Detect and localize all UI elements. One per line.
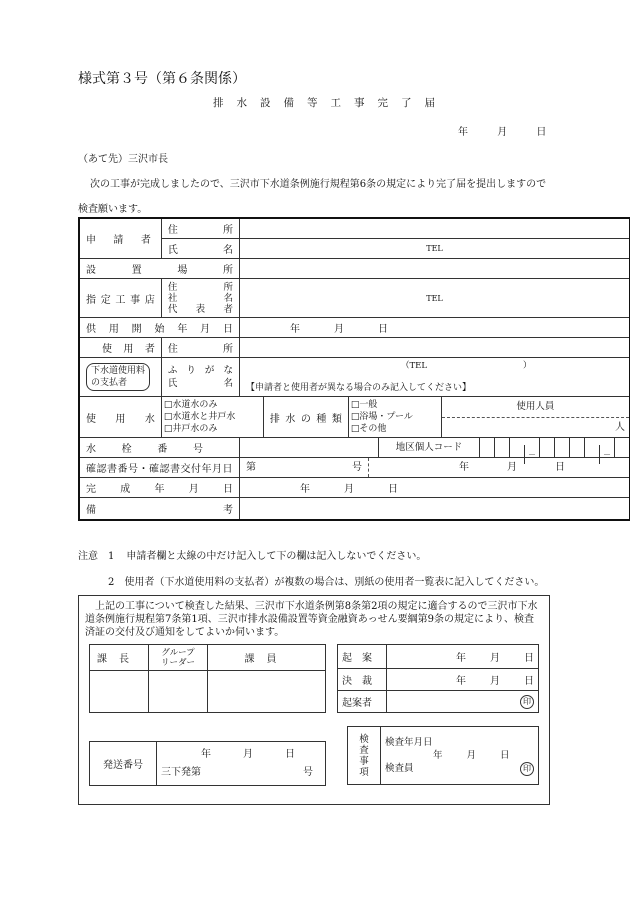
intro-text-1: 次の工事が完成しましたので、三沢市下水道条例施行規程第6条の規定により完了届を提出しますので [90,179,547,190]
kessai-label: 決裁 [338,669,387,691]
applicant-address-label: 住 所 [161,218,239,239]
site-label: 設 置 場 所 [79,259,240,279]
code-label: 地区個人コード [379,438,480,457]
user-address-label: 住 所 [161,338,239,358]
kian-label: 起案 [338,645,387,669]
water-label: 使 用 水 [79,397,161,438]
user-address-field[interactable] [240,338,630,358]
confirm-date-field: 年 月 日 [459,462,565,473]
confirm-row[interactable] [240,458,630,478]
contractor-sublabels: 住 所 社 名 代 表 者 [161,279,239,318]
complete-date-field[interactable]: 年 月 日 [240,478,630,498]
send-label: 発送番号 [90,742,157,786]
applicant-name-label: 氏 名 [161,239,239,259]
remarks-field[interactable] [240,498,630,521]
inspection-table [347,726,539,785]
month-label: 月 [497,127,508,138]
payer-field[interactable]: （TEL ） 【申請者と使用者が異なる場合のみ記入してください】 [240,358,630,397]
staff-label: 課員 [208,645,326,671]
leader-label: グループ リーダー [149,645,208,671]
meter-row [240,438,630,458]
note-2: 2 使用者（下水道使用料の支払者）が複数の場合は、別紙の使用者一覧表に記入してください。 [108,577,545,588]
start-date-field[interactable]: 年 月 日 [240,318,630,338]
chief-label: 課長 [90,645,149,671]
applicant-label: 申 請 者 [79,218,161,259]
send-field[interactable]: 年 月 日 三下発第 号 [157,742,326,786]
user-label: 使 用 者 [79,338,161,358]
draft-table [337,644,539,713]
meter-label: 水 栓 番 号 [79,438,240,458]
submission-date[interactable] [458,123,546,138]
complete-label: 完 成 年 月 日 [79,478,240,498]
site-field[interactable] [240,259,630,279]
note-1: 注意 1 申請者欄と太線の中だけ記入して下の欄は記入しないでください。 [78,551,427,562]
application-form-table [78,217,630,521]
applicant-address-field[interactable] [240,218,630,239]
contractor-field[interactable]: TEL [240,279,630,318]
form-number: 様式第３号（第６条関係） [78,71,246,87]
seal-icon: 印 [520,762,534,776]
kiansha-field[interactable] [387,691,539,713]
contractor-label: 指 定 工 事 店 [79,279,161,318]
kian-date-field[interactable]: 年 月 日 [387,645,539,669]
applicant-name-field[interactable]: TEL [240,239,630,259]
payer-note: 【申請者と使用者が異なる場合のみ記入してください】 [246,382,472,393]
staff-stamp-field[interactable] [208,671,326,713]
seal-icon: 印 [520,695,534,709]
drain-options[interactable]: □一般 □浴場・プール □その他 [348,397,441,437]
intro-text-2: 検査願います。 [78,204,148,215]
water-drain-row [161,397,630,438]
confirm-label: 確認書番号・確認書交付年月日 [79,458,240,478]
page-title: 排水設備等工事完了届 [213,97,448,109]
water-options[interactable]: □水道水のみ □水道水と井戸水 □井戸水のみ [162,397,264,437]
year-label: 年 [458,127,468,138]
inspection-field[interactable]: 検査年月日 年 月 日 検査員 印 [381,727,539,785]
water-drain-table [162,397,629,437]
office-text: 上記の工事について検査した結果、三沢市下水道条例第8条第2項の規定に適合するので三沢市下水道条例施行規程第7条第1項、三沢市排水設備設置等資金融資あっせん要綱第9条の規定により、検査済証の交付及び通知をしてよいか伺います。 [85,601,538,638]
code-field[interactable]: － － [480,438,629,457]
chief-stamp-field[interactable] [90,671,149,713]
drain-label: 排 水 の 種 類 [263,397,348,437]
kiansha-label: 起案者 [338,691,387,713]
remarks-label: 備 考 [79,498,240,521]
payer-sublabels: ふ り が な 氏 名 [161,358,239,397]
inspection-label: 検査事項 [348,727,381,785]
office-use-box [78,595,550,805]
start-date-label: 供 用 開 始 年 月 日 [79,318,240,338]
approval-table [89,644,326,713]
kessai-date-field[interactable]: 年 月 日 [387,669,539,691]
day-label: 日 [536,127,547,138]
payer-label: 下水道使用料 の支払者 [79,358,161,397]
users-count-field[interactable]: 使用人員 人 [441,397,629,437]
send-table [89,741,326,786]
addressee: （あて先）三沢市長 [78,154,168,165]
confirm-number-field: 第 号 [240,458,369,477]
meter-number-field[interactable] [240,438,379,457]
leader-stamp-field[interactable] [149,671,208,713]
